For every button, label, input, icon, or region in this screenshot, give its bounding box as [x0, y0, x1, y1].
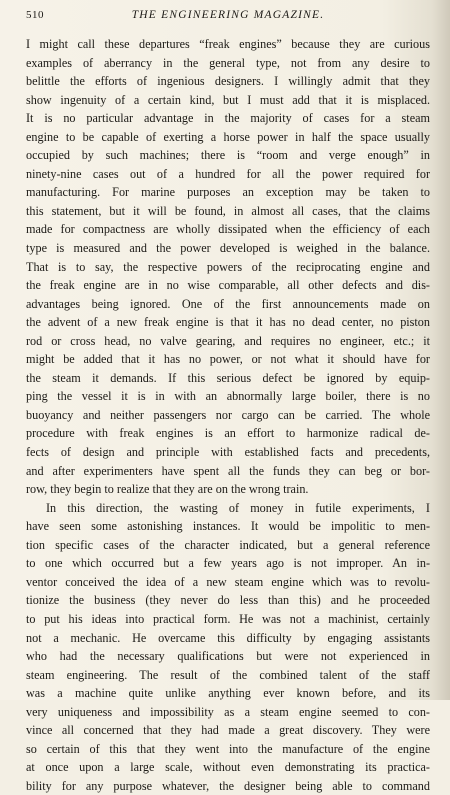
text-line: engine to be capable of exerting a horse power in half the space usually: [26, 129, 430, 144]
text-line: ninety-nine cases out of a hundred for all the power required for: [26, 166, 430, 181]
text-line: procedure with freak engines is an effort to harmonize radical de-: [26, 426, 430, 441]
text-line: the steam it demands. If this serious defect be ignored by equip-: [26, 370, 430, 385]
body-text: [26, 35, 430, 795]
text-line: to one which occurred but a few years ago is not improper. An in-: [26, 556, 430, 571]
text-line: manufacturing. For marine purposes an exception may be taken to: [26, 185, 430, 200]
text-line: advantages being ignored. One of the first announcements made on: [26, 296, 430, 311]
text-line: might be added that it has no power, or not what it should have for: [26, 352, 430, 367]
text-line: tion specific cases of the character indicated, but a general reference: [26, 537, 430, 552]
text-line: It is no particular advantage in the majority of cases for a steam: [26, 111, 430, 126]
text-line: to put his ideas into practical form. He was not a machinist, certainly: [26, 611, 430, 626]
text-line: I might call these departures “freak engines” because they are curious: [26, 37, 430, 51]
text-line: so certain of this that they went into the manufacture of the engine: [26, 741, 430, 756]
text-line: occupied by such machines; there is “room and verge enough” in: [26, 148, 430, 163]
text-line: the advent of a new freak engine is that it has no dead center, no piston: [26, 315, 430, 330]
text-line: who had the necessary qualifications but were not experienced in: [26, 649, 430, 664]
text-line: belittle the efforts of ingenious designers. I willingly admit that they: [26, 74, 430, 89]
text-line: this statement, but it will be found, in almost all cases, that the claims: [26, 203, 430, 218]
text-line: at once upon a large scale, without even demonstrating its practica-: [26, 760, 430, 775]
text-line: ventor conceived the idea of a new steam engine which was to revolu-: [26, 574, 430, 589]
text-line: fects of design and principle with established facts and precedents,: [26, 445, 430, 460]
running-title: THE ENGINEERING MAGAZINE.: [131, 9, 325, 21]
text-line: show ingenuity of a certain kind, but I must add that it is misplaced.: [26, 92, 430, 107]
text-line: and after experimenters have spent all the funds they can beg or bor-: [26, 463, 430, 478]
paragraph: [26, 499, 430, 795]
text-line: row, they begin to realize that they are on the wrong train.: [26, 482, 309, 497]
text-line: buoyancy and neither passengers nor cargo can be carried. The whole: [26, 407, 430, 422]
text-line: very uniqueness and impossibility as a steam engine seemed to con-: [26, 704, 430, 719]
text-line: steam engineering. The result of the combined talent of the staff: [26, 667, 430, 682]
paragraph: [26, 35, 430, 499]
text-line: made for compactness are wholly dissipated when the efficiency of each: [26, 222, 430, 237]
text-line: rod or cross head, no valve gearing, and requires no engineer, etc.; it: [26, 333, 430, 348]
text-line: type is measured and the power developed is weighed in the balance.: [26, 241, 430, 256]
text-line: not a mechanic. He overcame this difficulty by engaging assistants: [26, 630, 430, 645]
text-line: That is to say, the respective powers of the reciprocating engine and: [26, 259, 430, 274]
text-line: was a machine quite unlike anything ever known before, and its: [26, 686, 430, 701]
text-line: examples of aberrancy in the general type, not from any desire to: [26, 55, 430, 70]
text-line: the freak engine are in no wise comparable, all other defects and dis-: [26, 278, 430, 293]
text-line: vince all concerned that they had made a great discovery. They were: [26, 723, 430, 738]
text-line: In this direction, the wasting of money in futile experiments, I: [46, 500, 430, 515]
text-line: tionize the business (they never do less than this) and he proceeded: [26, 593, 430, 608]
text-line: ping the vessel it is in with an abnormally large boiler, there is no: [26, 389, 430, 404]
text-line: bility for any purpose whatever, the designer being able to command: [26, 778, 430, 793]
page-number: 510: [26, 9, 44, 21]
text-line: have seen some astonishing instances. It would be impolitic to men-: [26, 519, 430, 534]
page-header: [26, 9, 430, 25]
